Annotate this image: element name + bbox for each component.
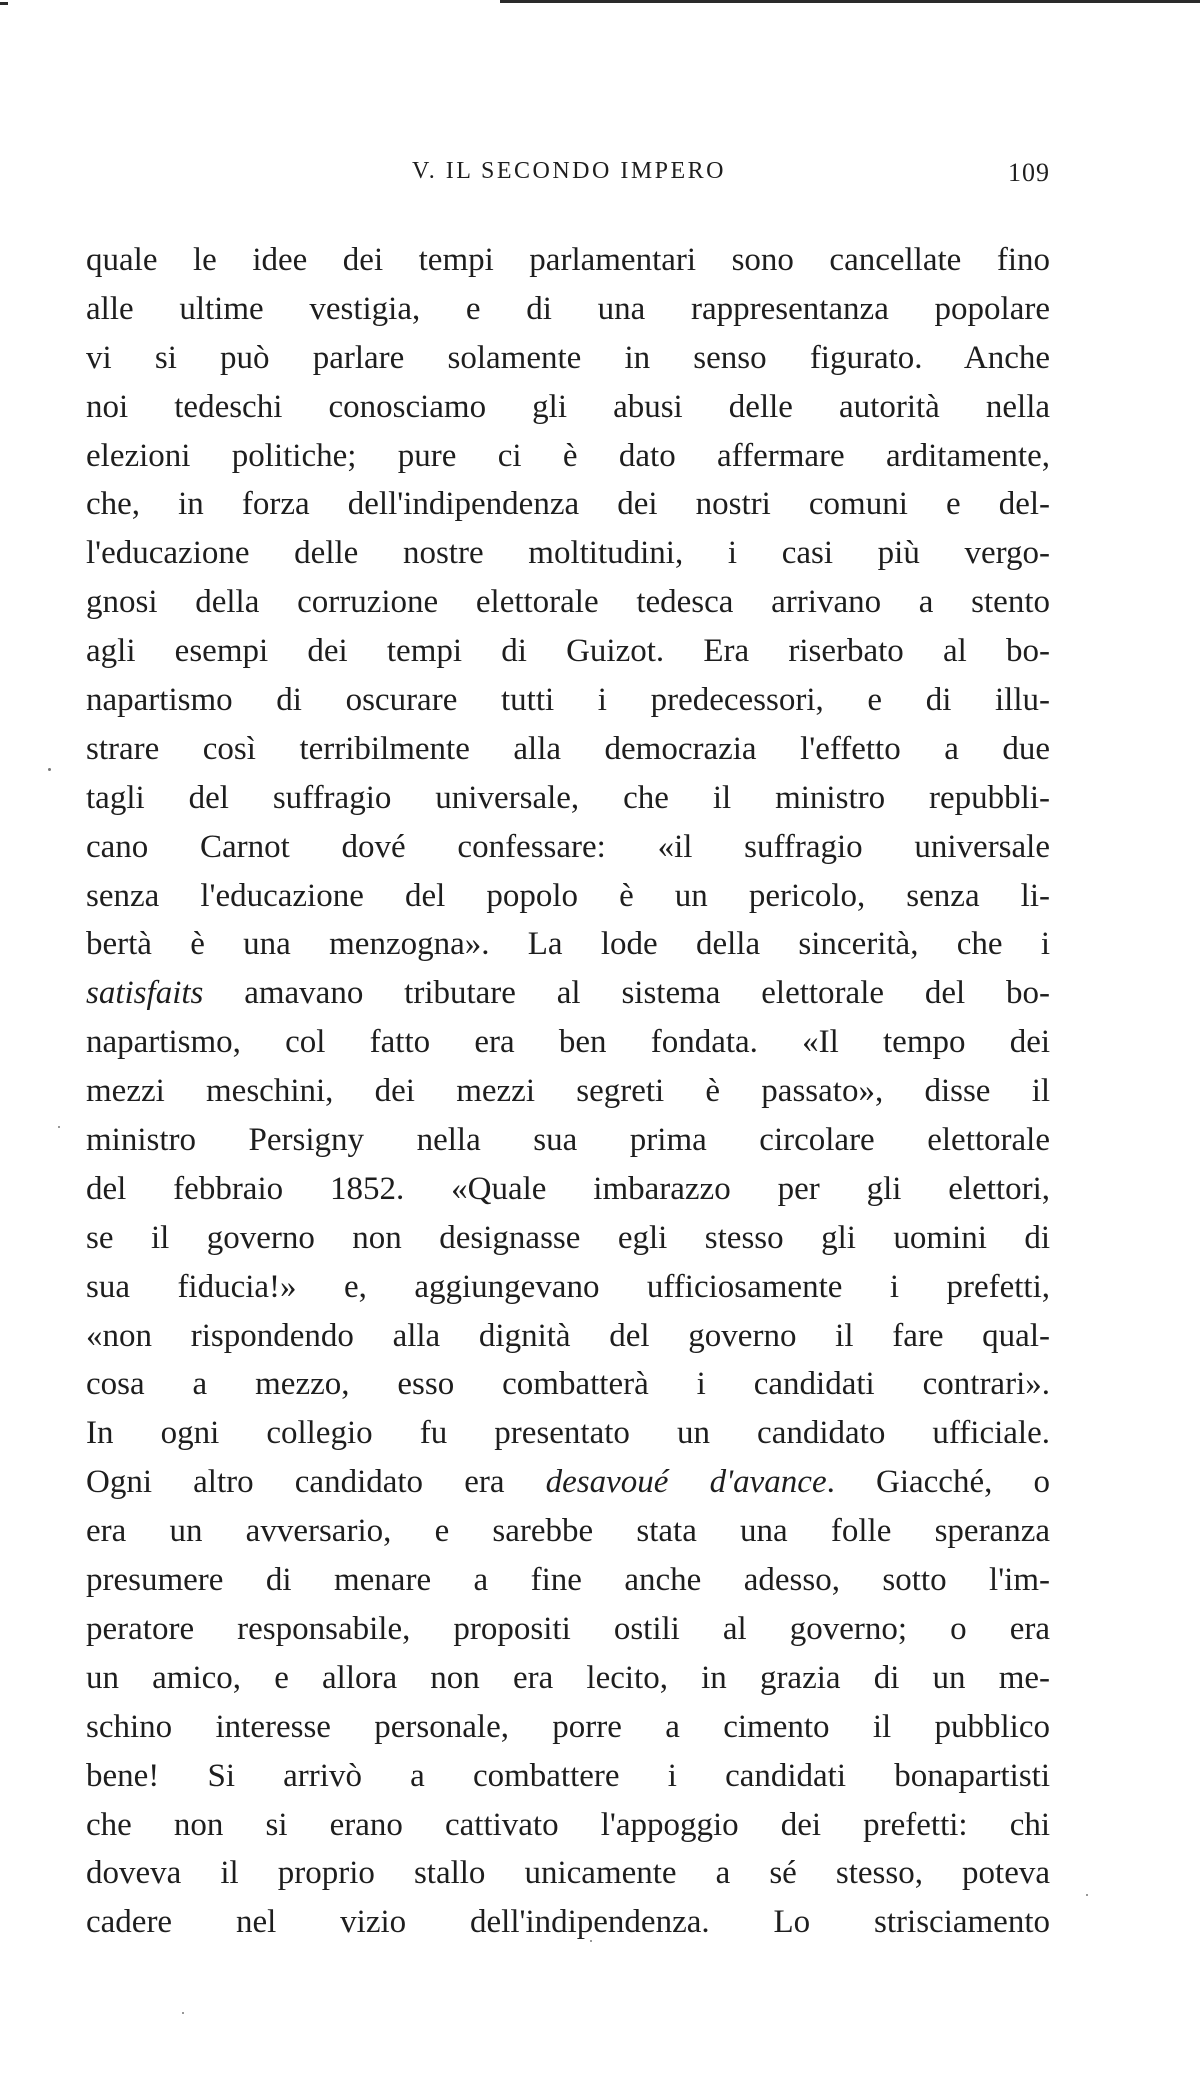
italic-phrase: desavoué d'avance [545,1464,827,1501]
text-segment: bertà è una menzogna». La lode della sincerità, che i [86,926,1050,963]
text-segment: schino interesse personale, porre a cimento il pubblico [86,1708,1051,1745]
text-line [86,823,1050,872]
text-line [86,1507,1050,1556]
speck [590,1940,592,1942]
text-line [86,1360,1050,1409]
text-segment: peratore responsabile, propositi ostili al governo; o era [86,1610,1050,1647]
text-line [86,578,1050,627]
speck [182,2012,184,2014]
text-segment: In ogni collegio fu presentato un candidato ufficiale. [86,1415,1050,1452]
text-segment: amavano tributare al sistema elettorale del bo- [203,975,1050,1012]
text-line [86,529,1050,578]
text-line [86,872,1050,921]
text-segment: . Giacché, o [826,1464,1050,1501]
page-number: 109 [1008,158,1050,187]
text-segment: che non si erano cattivato l'appoggio dei prefetti: chi [86,1806,1051,1843]
text-line [86,334,1050,383]
text-line [86,627,1050,676]
text-line [86,920,1050,969]
text-line [86,676,1050,725]
text-segment: Ogni altro candidato era [86,1464,546,1501]
text-segment: l'educazione delle nostre moltitudini, i casi più vergo- [86,535,1051,572]
text-segment: napartismo, col fatto era ben fondata. «Il tempo dei [86,1024,1051,1061]
text-line [86,1556,1050,1605]
text-segment: cosa a mezzo, esso combatterà i candidati contrari». [86,1366,1050,1403]
text-line [86,285,1050,334]
text-line [86,1165,1050,1214]
text-line [86,1898,1050,1947]
text-segment: era un avversario, e sarebbe stata una folle speranza [86,1513,1050,1550]
text-line [86,1312,1050,1361]
text-line [86,1018,1050,1067]
text-segment: napartismo di oscurare tutti i predecessori, e di illu- [86,682,1051,719]
text-segment: cano Carnot dové confessare: «il suffragio universale [86,828,1050,865]
text-segment: che, in forza dell'indipendenza dei nostri comuni e del- [86,486,1050,523]
text-line [86,1752,1050,1801]
text-segment: presumere di menare a fine anche adesso, sotto l'im- [86,1562,1050,1599]
top-left-mark [0,2,8,5]
text-segment: quale le idee dei tempi parlamentari sono cancellate fino [86,242,1050,278]
text-line [86,480,1050,529]
text-line [86,1116,1050,1165]
text-line [86,1458,1050,1507]
text-segment: «non rispondendo alla dignità del governo il fare qual- [86,1317,1050,1354]
text-line [86,1703,1050,1752]
text-line [86,432,1050,481]
text-segment: senza l'educazione del popolo è un pericolo, senza li- [86,877,1050,914]
text-line [86,969,1050,1018]
text-segment: se il governo non designasse egli stesso gli uomini di [86,1219,1050,1256]
text-line [86,1654,1050,1703]
speck [58,1126,60,1128]
text-segment: ministro Persigny nella sua prima circolare elettorale [86,1122,1050,1159]
speck [1086,1894,1088,1896]
text-line [86,1263,1050,1312]
text-line [86,1801,1050,1850]
text-line [86,383,1050,432]
text-segment: noi tedeschi conosciamo gli abusi delle autorità nella [86,388,1051,425]
text-segment: sua fiducia!» e, aggiungevano ufficiosamente i prefetti, [86,1268,1050,1305]
text-segment: gnosi della corruzione elettorale tedesca arrivano a stento [86,584,1050,621]
text-segment: un amico, e allora non era lecito, in grazia di un me- [86,1659,1050,1696]
text-segment: bene! Si arrivò a combattere i candidati bonapartisti [86,1757,1051,1794]
body-text [86,236,1050,1947]
top-edge-rule [500,0,1200,3]
text-segment: alle ultime vestigia, e di una rappresentanza popolare [86,290,1050,327]
text-segment: tagli del suffragio universale, che il ministro repubbli- [86,779,1050,816]
text-segment: vi si può parlare solamente in senso figurato. Anche [86,339,1051,376]
text-line [86,1605,1050,1654]
text-segment: agli esempi dei tempi di Guizot. Era riserbato al bo- [86,633,1051,670]
text-line [86,725,1050,774]
text-line [86,1067,1050,1116]
text-segment: elezioni politiche; pure ci è dato affermare arditamente, [86,437,1050,474]
text-segment: del febbraio 1852. «Quale imbarazzo per gli elettori, [86,1170,1050,1207]
text-segment: cadere nel vizio dell'indipendenza. Lo strisciamento [86,1904,1050,1941]
speck [48,768,51,771]
text-segment: strare così terribilmente alla democrazia l'effetto a due [86,730,1050,767]
text-line [86,1214,1050,1263]
text-line [86,236,1050,285]
text-line [86,774,1050,823]
italic-phrase: satisfaits [86,975,204,1012]
running-head-title: V. IL SECONDO IMPERO [411,158,727,184]
text-segment: mezzi meschini, dei mezzi segreti è passato», disse il [86,1073,1051,1110]
text-line [86,1409,1050,1458]
running-head [88,158,1050,194]
text-segment: doveva il proprio stallo unicamente a sé stesso, poteva [86,1855,1050,1892]
text-line [86,1849,1050,1898]
